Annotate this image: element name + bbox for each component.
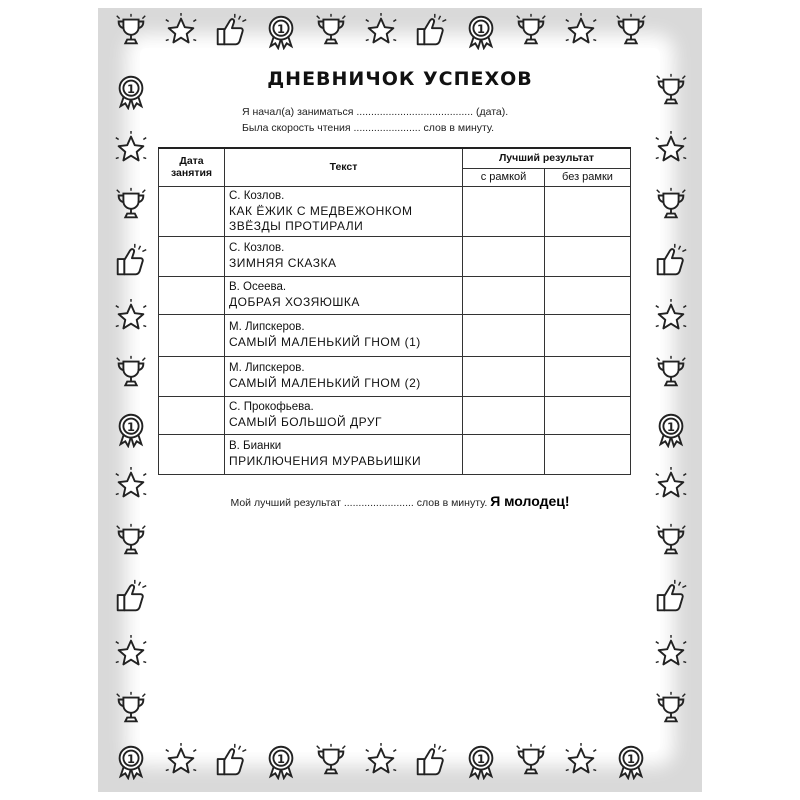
star-icon <box>162 12 200 50</box>
medal-icon <box>462 12 500 50</box>
work-title: КАК ЁЖИК С МЕДВЕЖОНКОМ ЗВЁЗДЫ ПРОТИРАЛИ <box>229 203 413 233</box>
trophy-icon <box>652 186 690 224</box>
star-icon <box>562 12 600 50</box>
work-title: САМЫЙ МАЛЕНЬКИЙ ГНОМ (2) <box>229 376 421 390</box>
thumbs-up-icon <box>212 12 250 50</box>
thumbs-up-icon <box>412 742 450 780</box>
praise-text: Я молодец! <box>490 493 570 509</box>
speed-line: Была скорость чтения ....................... слов в минуту. <box>242 122 495 134</box>
without-frame-cell[interactable] <box>545 434 631 474</box>
medal-icon <box>112 410 150 448</box>
star-icon <box>162 742 200 780</box>
text-cell <box>225 186 463 236</box>
table-row <box>159 186 631 236</box>
table-row <box>159 236 631 276</box>
without-frame-cell[interactable] <box>545 396 631 434</box>
without-frame-cell[interactable] <box>545 186 631 236</box>
author-name: В. Бианки <box>229 440 282 452</box>
header-without-frame: без рамки <box>545 168 631 186</box>
best-result-line <box>0 493 800 509</box>
trophy-icon <box>612 12 650 50</box>
thumbs-up-icon <box>112 578 150 616</box>
date-cell[interactable] <box>159 434 225 474</box>
trophy-icon <box>112 354 150 392</box>
header-date: Дата занятия <box>159 148 225 186</box>
text-cell <box>225 314 463 356</box>
text-cell <box>225 276 463 314</box>
svg-text:1: 1 <box>277 21 285 36</box>
trophy-icon <box>112 690 150 728</box>
star-icon <box>112 130 150 168</box>
medal-icon <box>652 410 690 448</box>
without-frame-cell[interactable] <box>545 276 631 314</box>
svg-text:1: 1 <box>127 81 135 96</box>
trophy-icon <box>512 12 550 50</box>
table-row <box>159 314 631 356</box>
thumbs-up-icon <box>652 578 690 616</box>
trophy-icon <box>312 12 350 50</box>
trophy-icon <box>312 742 350 780</box>
text-cell <box>225 396 463 434</box>
medal-icon <box>112 742 150 780</box>
star-icon <box>652 298 690 336</box>
text-cell <box>225 434 463 474</box>
star-icon <box>362 742 400 780</box>
best-result-text: Мой лучший результат ........................ слов в минуту. <box>230 497 488 509</box>
header-with-frame: с рамкой <box>463 168 545 186</box>
thumbs-up-icon <box>412 12 450 50</box>
trophy-icon <box>652 522 690 560</box>
with-frame-cell[interactable] <box>463 314 545 356</box>
author-name: М. Липскеров. <box>229 321 305 333</box>
date-cell[interactable] <box>159 314 225 356</box>
author-name: С. Козлов. <box>229 242 285 254</box>
svg-text:1: 1 <box>667 419 675 434</box>
trophy-icon <box>112 186 150 224</box>
svg-text:1: 1 <box>277 751 285 766</box>
svg-text:1: 1 <box>477 21 485 36</box>
work-title: ЗИМНЯЯ СКАЗКА <box>229 256 337 270</box>
with-frame-cell[interactable] <box>463 434 545 474</box>
trophy-icon <box>512 742 550 780</box>
work-title: САМЫЙ МАЛЕНЬКИЙ ГНОМ (1) <box>229 335 421 349</box>
medal-icon <box>612 742 650 780</box>
table-row <box>159 434 631 474</box>
author-name: В. Осеева. <box>229 281 287 293</box>
trophy-icon <box>652 354 690 392</box>
thumbs-up-icon <box>652 242 690 280</box>
work-title: САМЫЙ БОЛЬШОЙ ДРУГ <box>229 415 382 429</box>
thumbs-up-icon <box>212 742 250 780</box>
page-title: ДНЕВНИЧОК УСПЕХОВ <box>267 68 533 90</box>
with-frame-cell[interactable] <box>463 276 545 314</box>
with-frame-cell[interactable] <box>463 186 545 236</box>
without-frame-cell[interactable] <box>545 236 631 276</box>
star-icon <box>112 298 150 336</box>
medal-icon <box>262 12 300 50</box>
date-cell[interactable] <box>159 396 225 434</box>
trophy-icon <box>112 12 150 50</box>
star-icon <box>362 12 400 50</box>
star-icon <box>562 742 600 780</box>
svg-text:1: 1 <box>127 751 135 766</box>
with-frame-cell[interactable] <box>463 396 545 434</box>
star-icon <box>652 634 690 672</box>
medal-icon <box>262 742 300 780</box>
header-best-result: Лучший результат <box>463 148 631 168</box>
without-frame-cell[interactable] <box>545 314 631 356</box>
with-frame-cell[interactable] <box>463 356 545 396</box>
table-row <box>159 356 631 396</box>
star-icon <box>652 130 690 168</box>
work-title: ПРИКЛЮЧЕНИЯ МУРАВЬИШКИ <box>229 454 422 468</box>
author-name: С. Козлов. <box>229 189 285 202</box>
without-frame-cell[interactable] <box>545 356 631 396</box>
trophy-icon <box>112 522 150 560</box>
start-date-line: Я начал(а) заниматься ........................................ (дата). <box>242 106 509 118</box>
star-icon <box>112 634 150 672</box>
work-title: ДОБРАЯ ХОЗЯЮШКА <box>229 295 360 309</box>
svg-text:1: 1 <box>477 751 485 766</box>
date-cell[interactable] <box>159 356 225 396</box>
thumbs-up-icon <box>112 242 150 280</box>
svg-text:1: 1 <box>627 751 635 766</box>
svg-text:1: 1 <box>127 419 135 434</box>
date-cell[interactable] <box>159 236 225 276</box>
table-row <box>159 276 631 314</box>
table-row <box>159 396 631 434</box>
header-text: Текст <box>225 148 463 186</box>
medal-icon <box>462 742 500 780</box>
trophy-icon <box>652 690 690 728</box>
with-frame-cell[interactable] <box>463 236 545 276</box>
progress-table <box>158 147 631 475</box>
author-name: М. Липскеров. <box>229 362 305 374</box>
date-cell[interactable] <box>159 186 225 236</box>
text-cell <box>225 356 463 396</box>
text-cell <box>225 236 463 276</box>
author-name: С. Прокофьева. <box>229 401 314 413</box>
date-cell[interactable] <box>159 276 225 314</box>
